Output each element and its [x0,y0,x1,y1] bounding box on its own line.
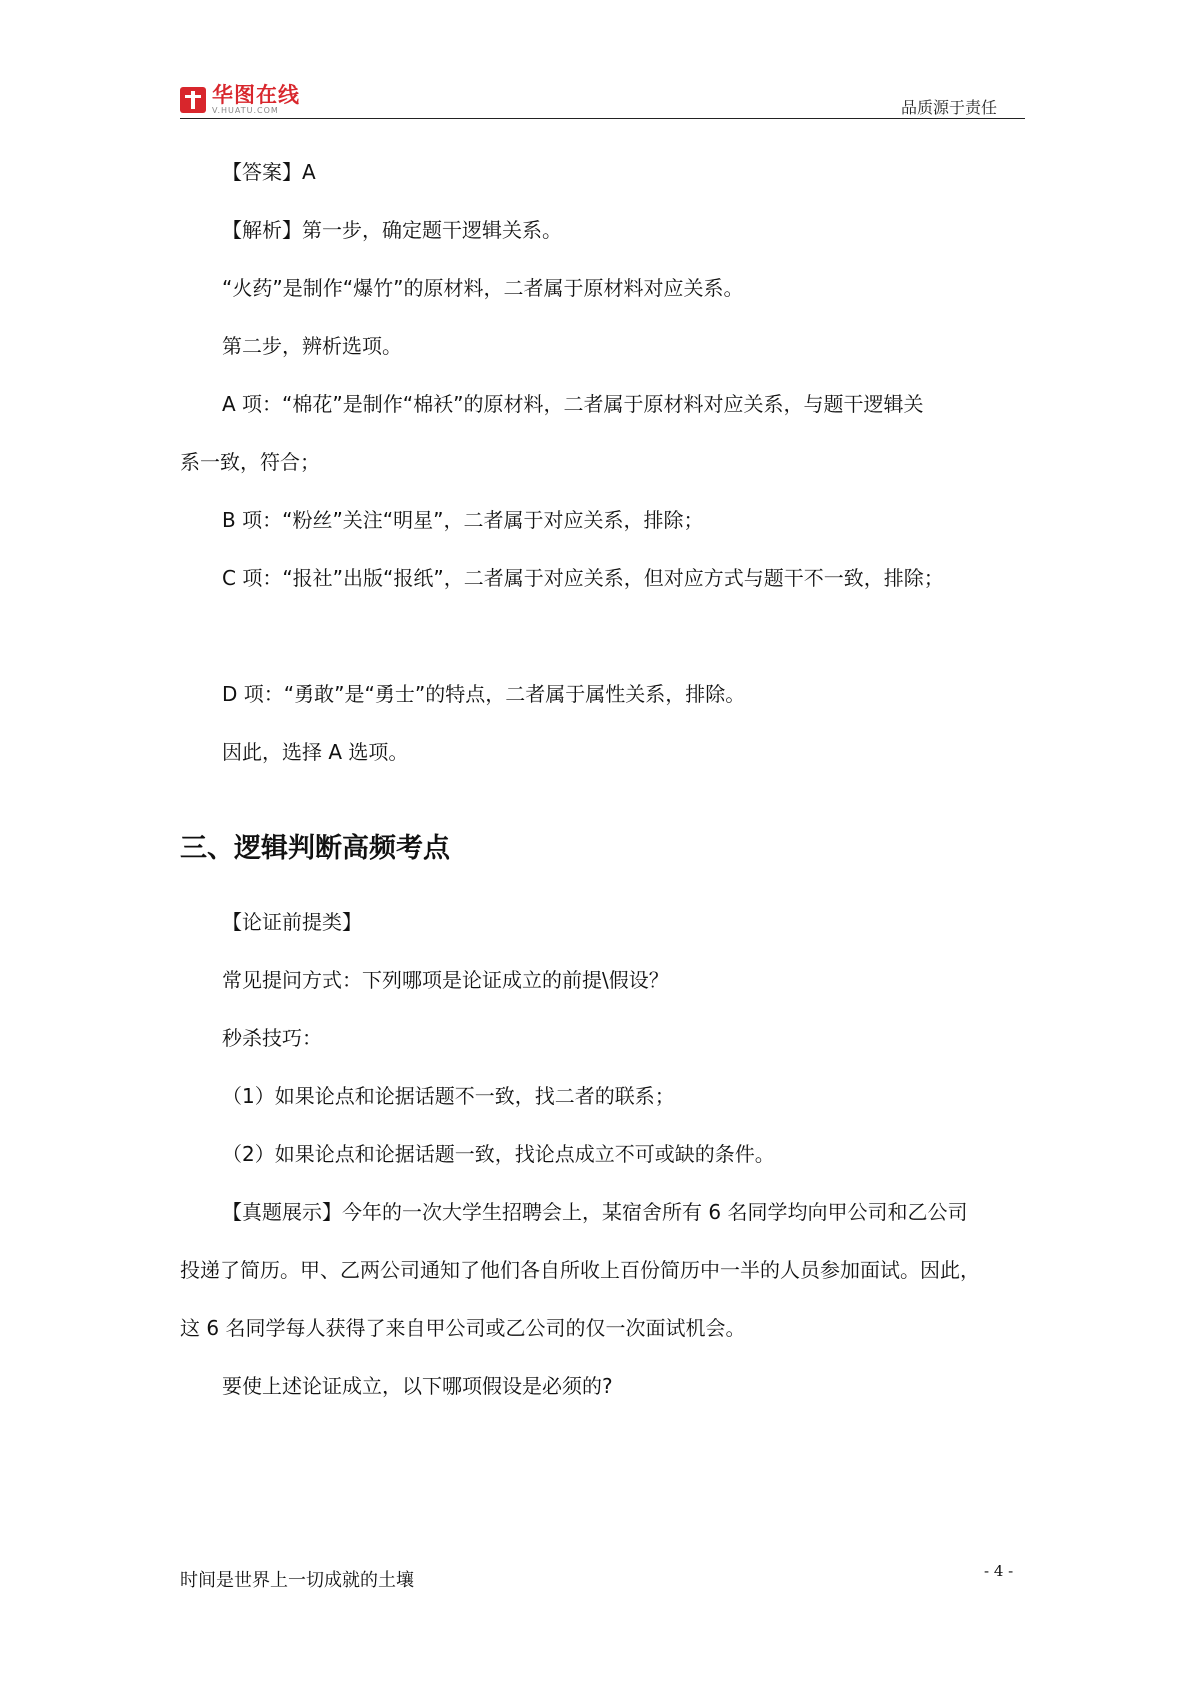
logo-name: 华图在线 [212,83,300,107]
section-heading: 三、逻辑判断高频考点 [180,833,450,864]
example-line1: 【真题展示】今年的一次大学生招聘会上，某宿舍所有 6 名同学均向甲公司和乙公司 [222,1200,968,1224]
page-number: - 4 - [984,1562,1014,1580]
logo-url: V.HUATU.COM [212,106,279,115]
example-line2: 投递了简历。甲、乙两公司通知了他们各自所收上百份简历中一半的人员参加面试。因此， [180,1258,980,1282]
option-c: C 项：“报社”出版“报纸”，二者属于对应关系，但对应方式与题干不一致，排除； [222,566,944,590]
category-title: 【论证前提类】 [222,910,362,934]
huatu-logo-icon [180,87,206,113]
option-d: D 项：“勇敢”是“勇士”的特点，二者属于属性关系，排除。 [222,682,746,706]
example-line3: 这 6 名同学每人获得了来自甲公司或乙公司的仅一次面试机会。 [180,1316,746,1340]
analysis-relation: “火药”是制作“爆竹”的原材料，二者属于原材料对应关系。 [222,276,744,300]
example-question: 要使上述论证成立，以下哪项假设是必须的? [222,1374,613,1398]
option-a-line2: 系一致，符合； [180,450,320,474]
option-b: B 项：“粉丝”关注“明星”，二者属于对应关系，排除； [222,508,704,532]
footer-motto: 时间是世界上一切成就的土壤 [180,1570,414,1591]
page-header [180,78,1025,119]
header-slogan: 品质源于责任 [900,98,997,117]
analysis-step2: 第二步，辨析选项。 [222,334,402,358]
tip-2: （2）如果论点和论据话题一致，找论点成立不可或缺的条件。 [222,1142,775,1166]
analysis-step1: 【解析】第一步，确定题干逻辑关系。 [222,218,562,242]
huatu-logo [180,84,300,115]
answer-label: 【答案】A [222,160,316,184]
question-style: 常见提问方式：下列哪项是论证成立的前提\假设？ [222,968,669,992]
conclusion: 因此，选择 A 选项。 [222,740,409,764]
option-a-line1: A 项：“棉花”是制作“棉袄”的原材料，二者属于原材料对应关系，与题干逻辑关 [222,392,924,416]
tips-title: 秒杀技巧： [222,1026,322,1050]
tip-1: （1）如果论点和论据话题不一致，找二者的联系； [222,1084,675,1108]
